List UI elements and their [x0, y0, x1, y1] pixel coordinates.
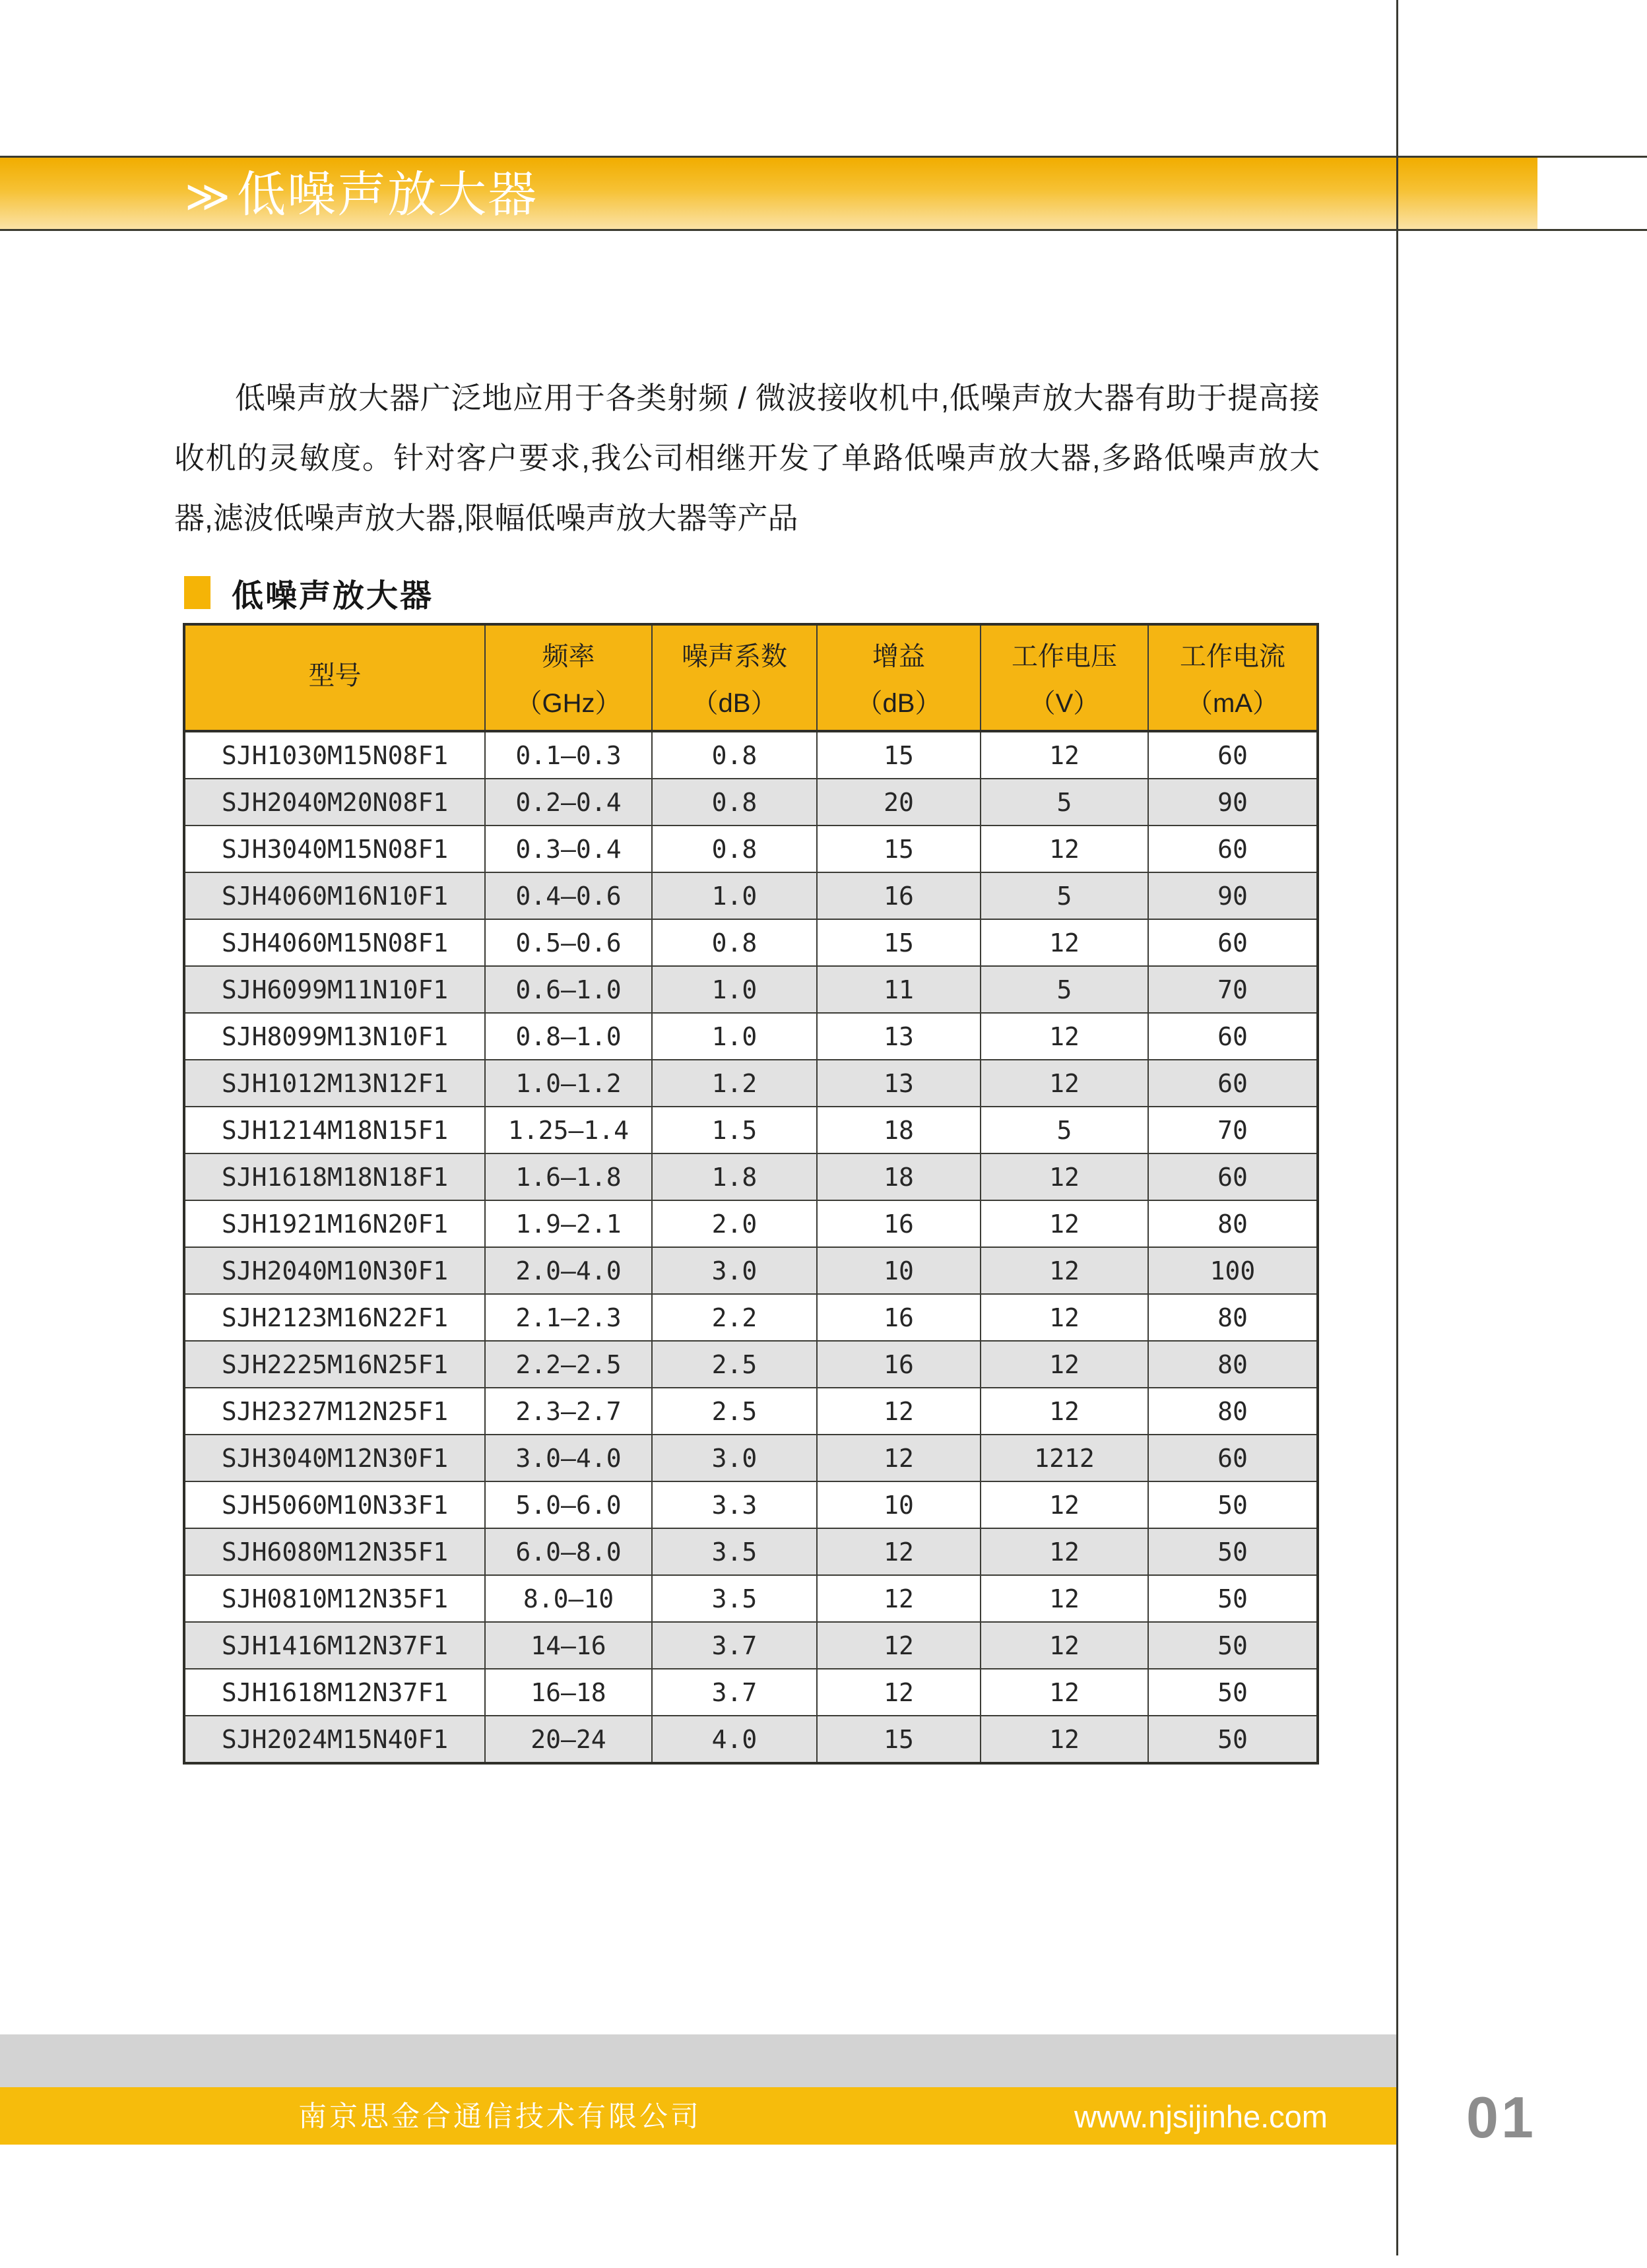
table-cell: SJH2024M15N40F1 — [184, 1716, 485, 1763]
amplifier-spec-table — [183, 623, 1319, 1765]
table-cell: 12 — [817, 1388, 981, 1435]
table-cell: 12 — [981, 1341, 1148, 1388]
table-cell: 12 — [981, 731, 1148, 779]
footer-company-name: 南京思金合通信技术有限公司 — [298, 2101, 701, 2133]
table-cell: 60 — [1148, 1153, 1318, 1200]
page-title-text: 低噪声放大器 — [237, 166, 538, 223]
table-cell: 5 — [981, 1107, 1148, 1153]
col-header-gain: 增益 （dB） — [817, 624, 981, 731]
table-cell: 0.8 — [652, 731, 817, 779]
table-cell: 12 — [981, 1153, 1148, 1200]
table-cell: 0.3–0.4 — [485, 826, 652, 872]
table-cell: SJH8099M13N10F1 — [184, 1013, 485, 1060]
table-cell: 12 — [817, 1575, 981, 1622]
table-cell: SJH4060M15N08F1 — [184, 919, 485, 966]
table-cell: 1.2 — [652, 1060, 817, 1107]
right-margin-rule — [1396, 0, 1398, 2255]
table-cell: 1.0 — [652, 1013, 817, 1060]
table-cell: 1.9–2.1 — [485, 1200, 652, 1247]
table-cell: 12 — [981, 1528, 1148, 1575]
table-row — [184, 919, 1318, 966]
table-cell: SJH1416M12N37F1 — [184, 1622, 485, 1669]
table-cell: 80 — [1148, 1388, 1318, 1435]
table-cell: 12 — [981, 1388, 1148, 1435]
table-cell: 2.3–2.7 — [485, 1388, 652, 1435]
table-cell: 16–18 — [485, 1669, 652, 1716]
table-cell: 3.0 — [652, 1247, 817, 1294]
table-row — [184, 826, 1318, 872]
section-title: 低噪声放大器 — [232, 578, 434, 614]
table-cell: SJH1618M12N37F1 — [184, 1669, 485, 1716]
table-body — [184, 731, 1318, 1763]
table-cell: 0.1–0.3 — [485, 731, 652, 779]
table-cell: 60 — [1148, 1435, 1318, 1481]
table-cell: 18 — [817, 1153, 981, 1200]
table-cell: 5 — [981, 966, 1148, 1013]
table-cell: SJH2040M10N30F1 — [184, 1247, 485, 1294]
table-cell: 16 — [817, 1200, 981, 1247]
table-cell: 3.3 — [652, 1481, 817, 1528]
table-cell: 5.0–6.0 — [485, 1481, 652, 1528]
footer-website: www.njsijinhe.com — [1074, 2099, 1328, 2134]
table-cell: 0.8 — [652, 919, 817, 966]
table-cell: SJH2123M16N22F1 — [184, 1294, 485, 1341]
table-cell: 15 — [817, 1716, 981, 1763]
table-cell: SJH1921M16N20F1 — [184, 1200, 485, 1247]
table-cell: 3.7 — [652, 1669, 817, 1716]
table-cell: 0.5–0.6 — [485, 919, 652, 966]
table-cell: 10 — [817, 1481, 981, 1528]
table-cell: 0.8 — [652, 779, 817, 826]
table-row — [184, 1388, 1318, 1435]
table-cell: 1212 — [981, 1435, 1148, 1481]
table-cell: 50 — [1148, 1716, 1318, 1763]
table-cell: 5 — [981, 779, 1148, 826]
table-cell: 60 — [1148, 1013, 1318, 1060]
table-cell: 1.5 — [652, 1107, 817, 1153]
table-cell: 12 — [981, 1669, 1148, 1716]
table-row — [184, 1622, 1318, 1669]
table-cell: 70 — [1148, 966, 1318, 1013]
table-cell: 12 — [981, 1481, 1148, 1528]
intro-paragraph: 低噪声放大器广泛地应用于各类射频 / 微波接收机中,低噪声放大器有助于提高接收机的灵敏度。针对客户要求,我公司相继开发了单路低噪声放大器,多路低噪声放大器,滤波低噪声放大器,限幅低噪声放大器等产品 — [174, 381, 1320, 535]
double-chevron-icon: ≫ — [185, 171, 232, 222]
table-cell: 11 — [817, 966, 981, 1013]
table-cell: 16 — [817, 1294, 981, 1341]
table-row — [184, 1481, 1318, 1528]
table-row — [184, 731, 1318, 779]
col-header-voltage: 工作电压 （V） — [981, 624, 1148, 731]
table-cell: 60 — [1148, 731, 1318, 779]
table-cell: 1.0 — [652, 872, 817, 919]
table-cell: 50 — [1148, 1575, 1318, 1622]
col-header-model: 型号 — [184, 624, 485, 731]
table-cell: 1.0–1.2 — [485, 1060, 652, 1107]
table-cell: 12 — [981, 1013, 1148, 1060]
table-cell: 100 — [1148, 1247, 1318, 1294]
table-header-row — [184, 624, 1318, 731]
table-cell: SJH3040M12N30F1 — [184, 1435, 485, 1481]
table-cell: 12 — [817, 1528, 981, 1575]
table-cell: 1.25–1.4 — [485, 1107, 652, 1153]
table-cell: 2.2–2.5 — [485, 1341, 652, 1388]
page-title — [185, 158, 538, 229]
table-cell: 16 — [817, 872, 981, 919]
table-cell: 0.8–1.0 — [485, 1013, 652, 1060]
table-cell: 3.0 — [652, 1435, 817, 1481]
table-cell: 80 — [1148, 1294, 1318, 1341]
table-row — [184, 1107, 1318, 1153]
table-cell: 50 — [1148, 1481, 1318, 1528]
table-cell: 2.1–2.3 — [485, 1294, 652, 1341]
table-cell: 12 — [981, 1200, 1148, 1247]
table-cell: 50 — [1148, 1622, 1318, 1669]
table-cell: 50 — [1148, 1669, 1318, 1716]
table-cell: 60 — [1148, 826, 1318, 872]
table-cell: 12 — [981, 919, 1148, 966]
col-header-noise-figure: 噪声系数 （dB） — [652, 624, 817, 731]
table-cell: 12 — [981, 1575, 1148, 1622]
table-cell: 15 — [817, 826, 981, 872]
table-cell: 80 — [1148, 1200, 1318, 1247]
table-cell: 90 — [1148, 872, 1318, 919]
table-cell: 60 — [1148, 1060, 1318, 1107]
col-header-frequency: 频率 （GHz） — [485, 624, 652, 731]
table-cell: SJH4060M16N10F1 — [184, 872, 485, 919]
table-cell: 2.0 — [652, 1200, 817, 1247]
table-cell: 15 — [817, 919, 981, 966]
section-bullet-square-icon — [184, 576, 210, 609]
table-cell: SJH1618M18N18F1 — [184, 1153, 485, 1200]
table-cell: 12 — [817, 1622, 981, 1669]
table-cell: 2.2 — [652, 1294, 817, 1341]
table-row — [184, 1294, 1318, 1341]
table-cell: SJH2225M16N25F1 — [184, 1341, 485, 1388]
table-cell: SJH2327M12N25F1 — [184, 1388, 485, 1435]
table-cell: 12 — [981, 1247, 1148, 1294]
table-cell: 1.0 — [652, 966, 817, 1013]
table-cell: 0.6–1.0 — [485, 966, 652, 1013]
table-row — [184, 1341, 1318, 1388]
table-row — [184, 1575, 1318, 1622]
table-cell: 18 — [817, 1107, 981, 1153]
footer-gray-band — [0, 2034, 1397, 2087]
table-cell: 8.0–10 — [485, 1575, 652, 1622]
table-row — [184, 966, 1318, 1013]
table-cell: 3.5 — [652, 1528, 817, 1575]
table-cell: 20–24 — [485, 1716, 652, 1763]
table-cell: 2.5 — [652, 1341, 817, 1388]
page-banner — [0, 158, 1537, 229]
page-number: 01 — [1466, 2085, 1536, 2150]
table-cell: 3.7 — [652, 1622, 817, 1669]
table-cell: 13 — [817, 1060, 981, 1107]
table-cell: 12 — [981, 1294, 1148, 1341]
table-cell: 50 — [1148, 1528, 1318, 1575]
table-cell: SJH6080M12N35F1 — [184, 1528, 485, 1575]
table-row — [184, 1528, 1318, 1575]
table-cell: 80 — [1148, 1341, 1318, 1388]
table-row — [184, 1200, 1318, 1247]
table-cell: 10 — [817, 1247, 981, 1294]
table-cell: SJH6099M11N10F1 — [184, 966, 485, 1013]
table-cell: 1.8 — [652, 1153, 817, 1200]
table-cell: 0.8 — [652, 826, 817, 872]
col-header-current: 工作电流 （mA） — [1148, 624, 1318, 731]
table-row — [184, 1716, 1318, 1763]
table-header — [184, 624, 1318, 731]
table-row — [184, 1013, 1318, 1060]
table-cell: 12 — [817, 1669, 981, 1716]
table-cell: SJH1030M15N08F1 — [184, 731, 485, 779]
table-cell: SJH1214M18N15F1 — [184, 1107, 485, 1153]
table-cell: 15 — [817, 731, 981, 779]
section-heading — [184, 571, 434, 614]
table-cell: 12 — [981, 1622, 1148, 1669]
table-cell: 13 — [817, 1013, 981, 1060]
table-row — [184, 779, 1318, 826]
table-cell: 20 — [817, 779, 981, 826]
table-cell: SJH5060M10N33F1 — [184, 1481, 485, 1528]
table-cell: 90 — [1148, 779, 1318, 826]
table-cell: 1.6–1.8 — [485, 1153, 652, 1200]
table-row — [184, 1153, 1318, 1200]
banner-bottom-rule — [0, 229, 1647, 231]
table-cell: 16 — [817, 1341, 981, 1388]
table-cell: 2.5 — [652, 1388, 817, 1435]
table-cell: 2.0–4.0 — [485, 1247, 652, 1294]
table-cell: 3.5 — [652, 1575, 817, 1622]
table-cell: 12 — [981, 1716, 1148, 1763]
table-cell: SJH3040M15N08F1 — [184, 826, 485, 872]
table-cell: 6.0–8.0 — [485, 1528, 652, 1575]
table-row — [184, 1435, 1318, 1481]
table-cell: 14–16 — [485, 1622, 652, 1669]
table-cell: 4.0 — [652, 1716, 817, 1763]
table-row — [184, 1669, 1318, 1716]
table-cell: 12 — [981, 826, 1148, 872]
table-cell: 3.0–4.0 — [485, 1435, 652, 1481]
table-cell: 0.4–0.6 — [485, 872, 652, 919]
table-cell: 12 — [981, 1060, 1148, 1107]
table-row — [184, 1060, 1318, 1107]
table-cell: SJH1012M13N12F1 — [184, 1060, 485, 1107]
table-cell: 60 — [1148, 919, 1318, 966]
table-row — [184, 872, 1318, 919]
table-cell: 5 — [981, 872, 1148, 919]
table-cell: 12 — [817, 1435, 981, 1481]
table-row — [184, 1247, 1318, 1294]
table-cell: 0.2–0.4 — [485, 779, 652, 826]
table-cell: SJH2040M20N08F1 — [184, 779, 485, 826]
table-cell: SJH0810M12N35F1 — [184, 1575, 485, 1622]
table-cell: 70 — [1148, 1107, 1318, 1153]
